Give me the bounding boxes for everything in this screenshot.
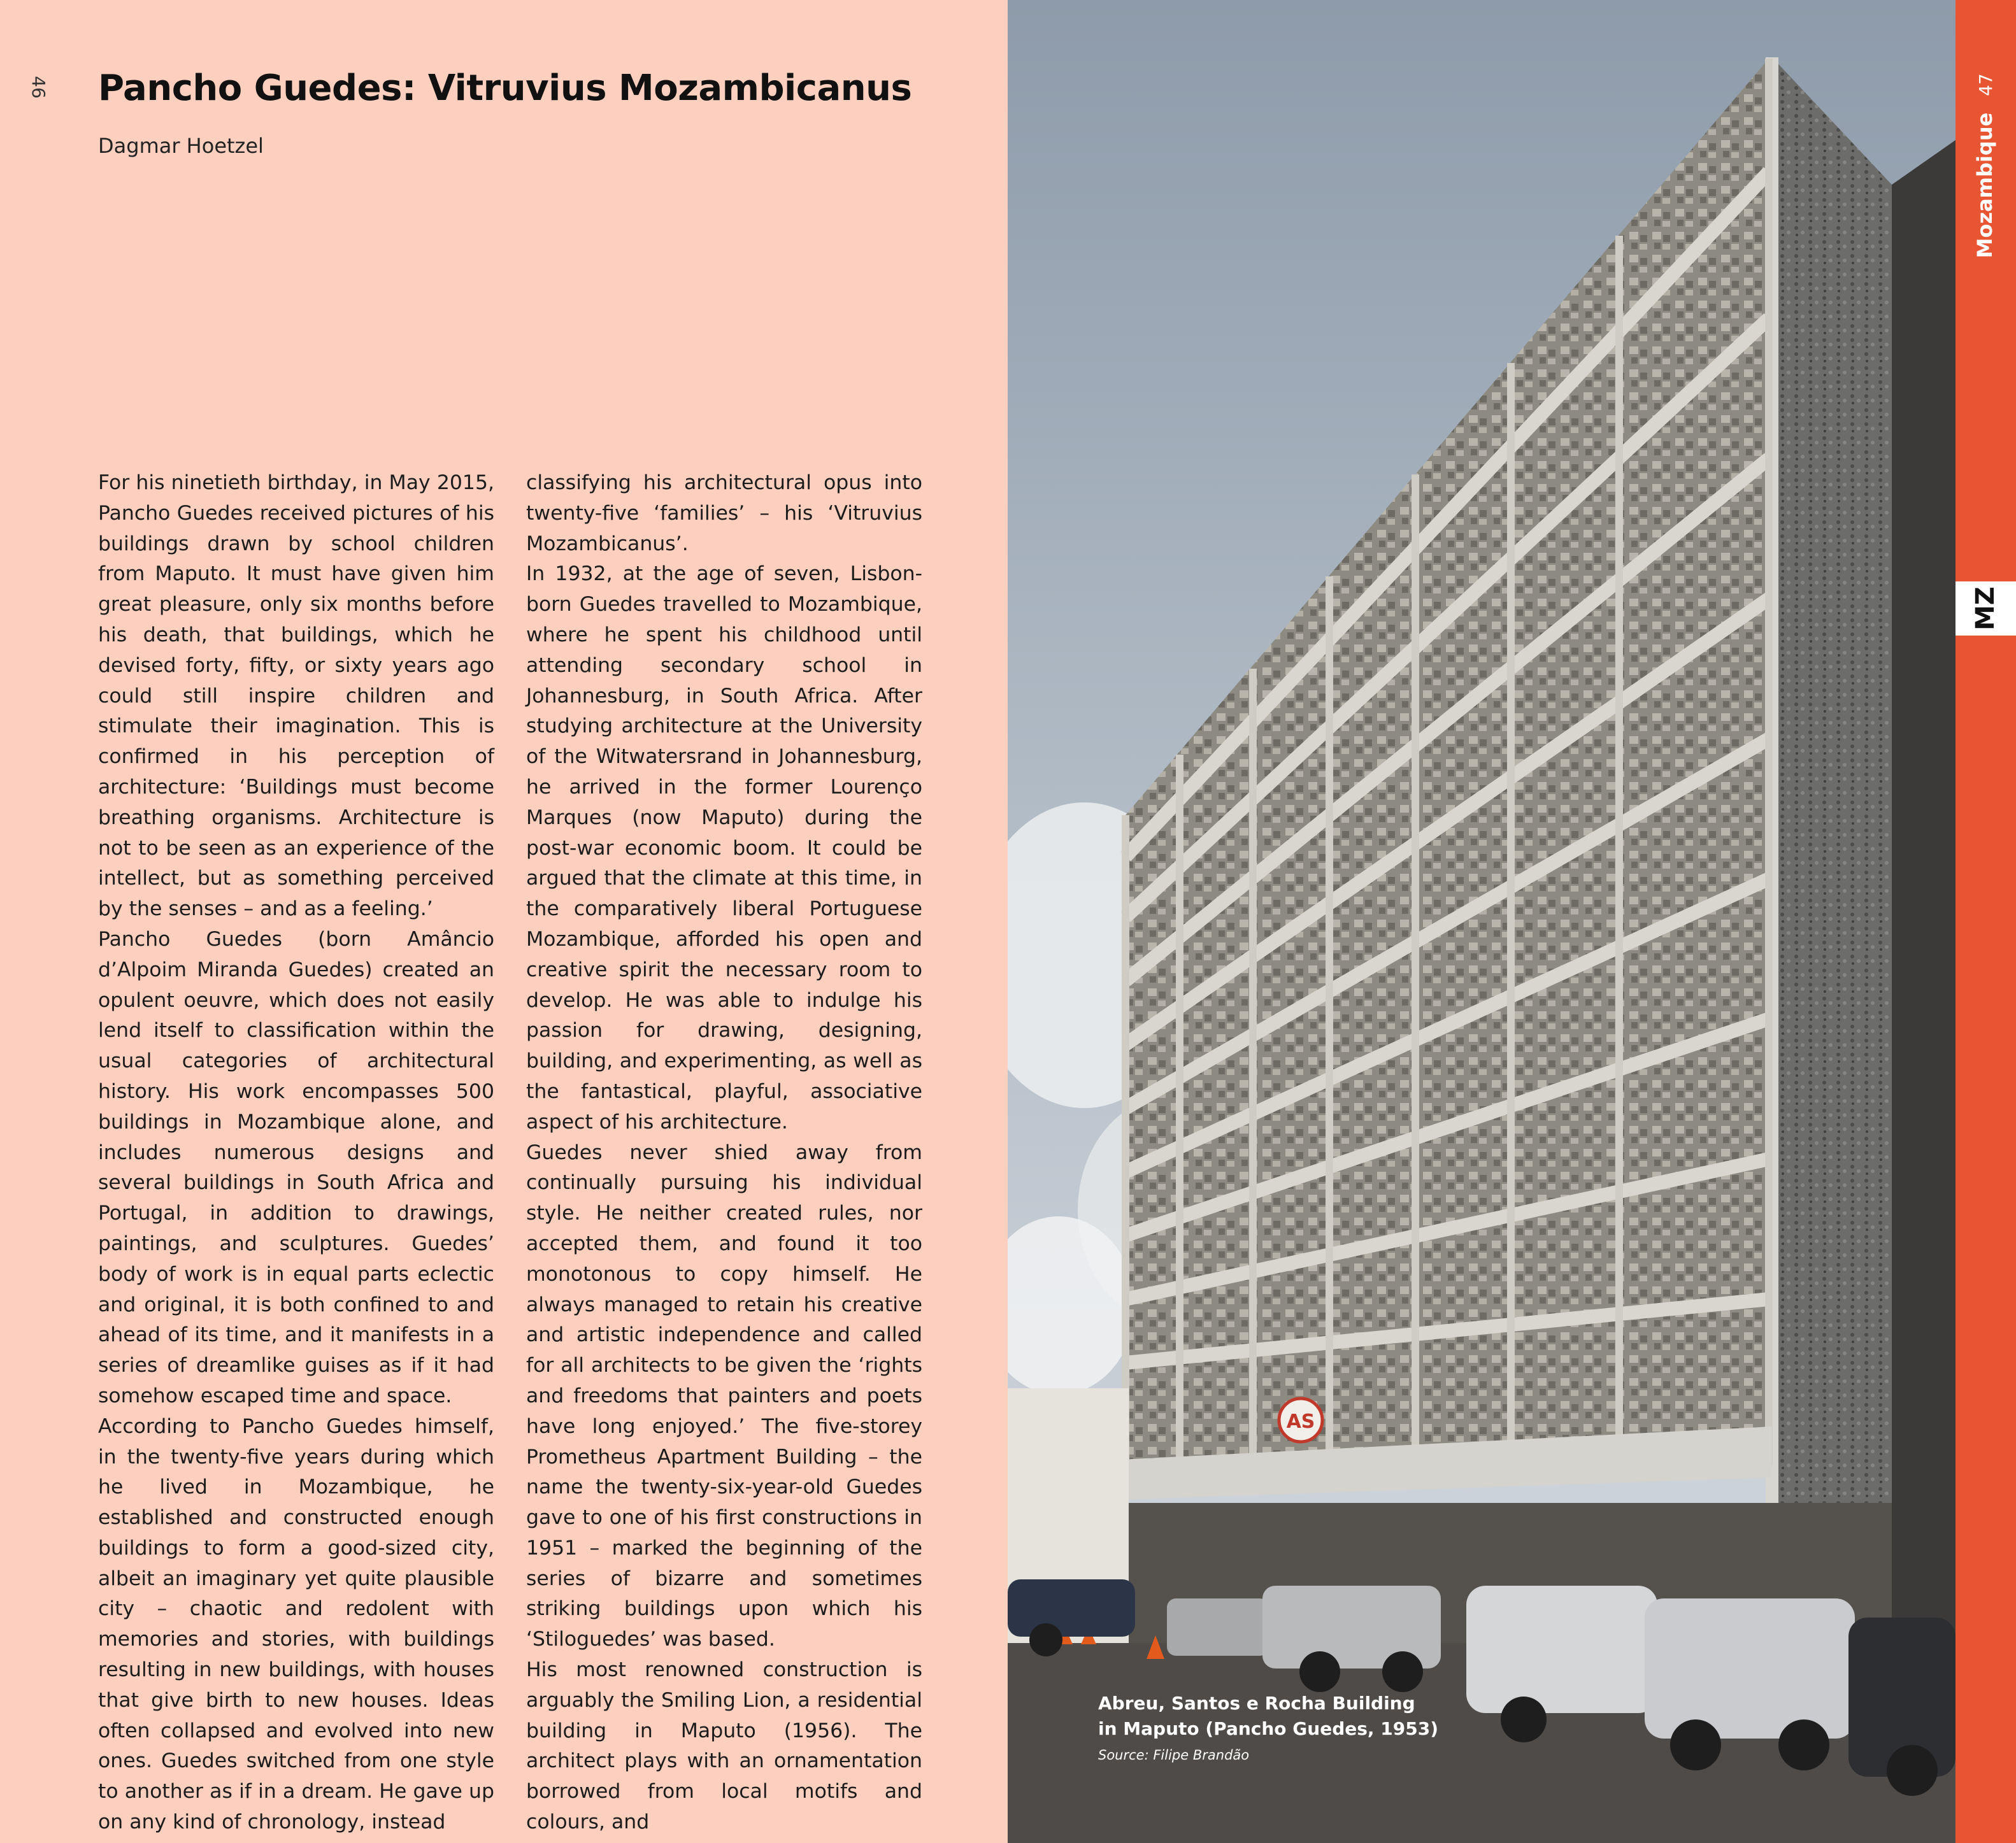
van: [1466, 1586, 1657, 1713]
country-tab: [1955, 0, 2016, 1843]
paragraph: Guedes never shied away from continually pursuing his individual style. He neither created rules, nor accepted them, and found it too monotonous to copy himself. He always managed to retain his creative and artistic independence and called for all architects to be given the ‘rights and freedoms that painters and poets have long enjoyed.’ The five-storey Prometheus Apartment Building – the name the twenty-six-year-old Guedes gave to one of his first constructions in 1951 – marked the beginning of the series of bizarre and sometimes striking buildings upon which his ‘Stiloguedes’ was based.: [526, 1141, 922, 1651]
country-code: MZ: [1971, 587, 2000, 630]
country-name: Mozambique: [1973, 112, 1997, 259]
paragraph: In 1932, at the age of seven, Lisbon-born Guedes travelled to Mozambique, where he spent his childhood until attending secondary school in Johannesburg, in South Africa. After studying architecture at the University of the Witwatersrand in Johannesburg, he arrived in the former Lourenço Marques (now Maputo) during the post-war economic boom. It could be argued that the climate at this time, in the comparatively liberal Portuguese Mozambique, afforded his open and creative spirit the necessary room to develop. He was able to indulge his passion for drawing, designing, building, and experimenting, as well as the fantastical, playful, associative aspect of his architecture.: [526, 562, 922, 1134]
page-number-left: 46: [28, 76, 49, 99]
text-column-2: [526, 468, 922, 1838]
side-wall-mosaic: [1772, 57, 1892, 1656]
photo-caption: [1098, 1691, 1438, 1766]
paragraph: According to Pancho Guedes himself, in the twenty-five years during which he lived in Mozambique, he established and constructed enough buildings to form a good-sized city, albeit an imaginary yet quite plausible city – chaotic and redolent with memories and stories, with buildings resulting in new buildings, with houses that give birth to new houses. Ideas often collapsed and evolved into new ones. Guedes switched from one style to another as if in a dream. He gave up on any kind of chronology, instead: [98, 1414, 494, 1834]
photo-source: Source: Filipe Brandão: [1098, 1747, 1250, 1763]
paragraph: For his ninetieth birthday, in May 2015, Pancho Guedes received pictures of his buildings drawn by school children from Maputo. It must have given him great pleasure, only six months before his death, that buildings, which he devised forty, fifty, or sixty years ago could still inspire children and stimulate their imagination. This is confirmed in his perception of architecture: ‘Buildings must become breathing organisms. Architecture is not to be seen as an experience of the intellect, but as something perceived by the senses – and as a feeling.’: [98, 471, 494, 921]
car-silver: [1167, 1598, 1269, 1656]
building-illustration: [1008, 0, 1955, 1843]
neighbor-building: [1892, 140, 1955, 1656]
caption-line-1: Abreu, Santos e Rocha Building: [1098, 1693, 1415, 1714]
page-number-right: 47: [1975, 73, 1996, 96]
building-photo: [1008, 0, 1955, 1843]
paragraph: His most renowned construction is arguably the Smiling Lion, a residential building in Maputo (1956). The architect plays with an ornamentation borrowed from local motifs and colours, and: [526, 1658, 922, 1834]
car-blue: [1008, 1579, 1135, 1637]
paragraph: Pancho Guedes (born Amâncio d’Alpoim Miranda Guedes) created an opulent oeuvre, which does not easily lend itself to classification within the usual categories of architectural history. His work encompasses 500 buildings in Mozambique alone, and includes numerous designs and several buildings in South Africa and Portugal, in addition to drawings, paintings, and sculptures. Guedes’ body of work is in equal parts eclectic and original, it is both confined to and ahead of its time, and it manifests in a series of dreamlike guises as if it had somehow escaped time and space.: [98, 927, 494, 1407]
paragraph: classifying his architectural opus into twenty-five ‘families’ – his ‘Vitruvius Mozambicanus’.: [526, 471, 922, 555]
sign-text: AS: [1286, 1411, 1315, 1433]
article-title: Pancho Guedes: Vitruvius Mozambicanus: [98, 68, 912, 109]
suv: [1645, 1598, 1855, 1739]
caption-line-2: in Maputo (Pancho Guedes, 1953): [1098, 1718, 1439, 1739]
text-column-1: [98, 468, 494, 1838]
article-author: Dagmar Hoetzel: [98, 134, 264, 158]
